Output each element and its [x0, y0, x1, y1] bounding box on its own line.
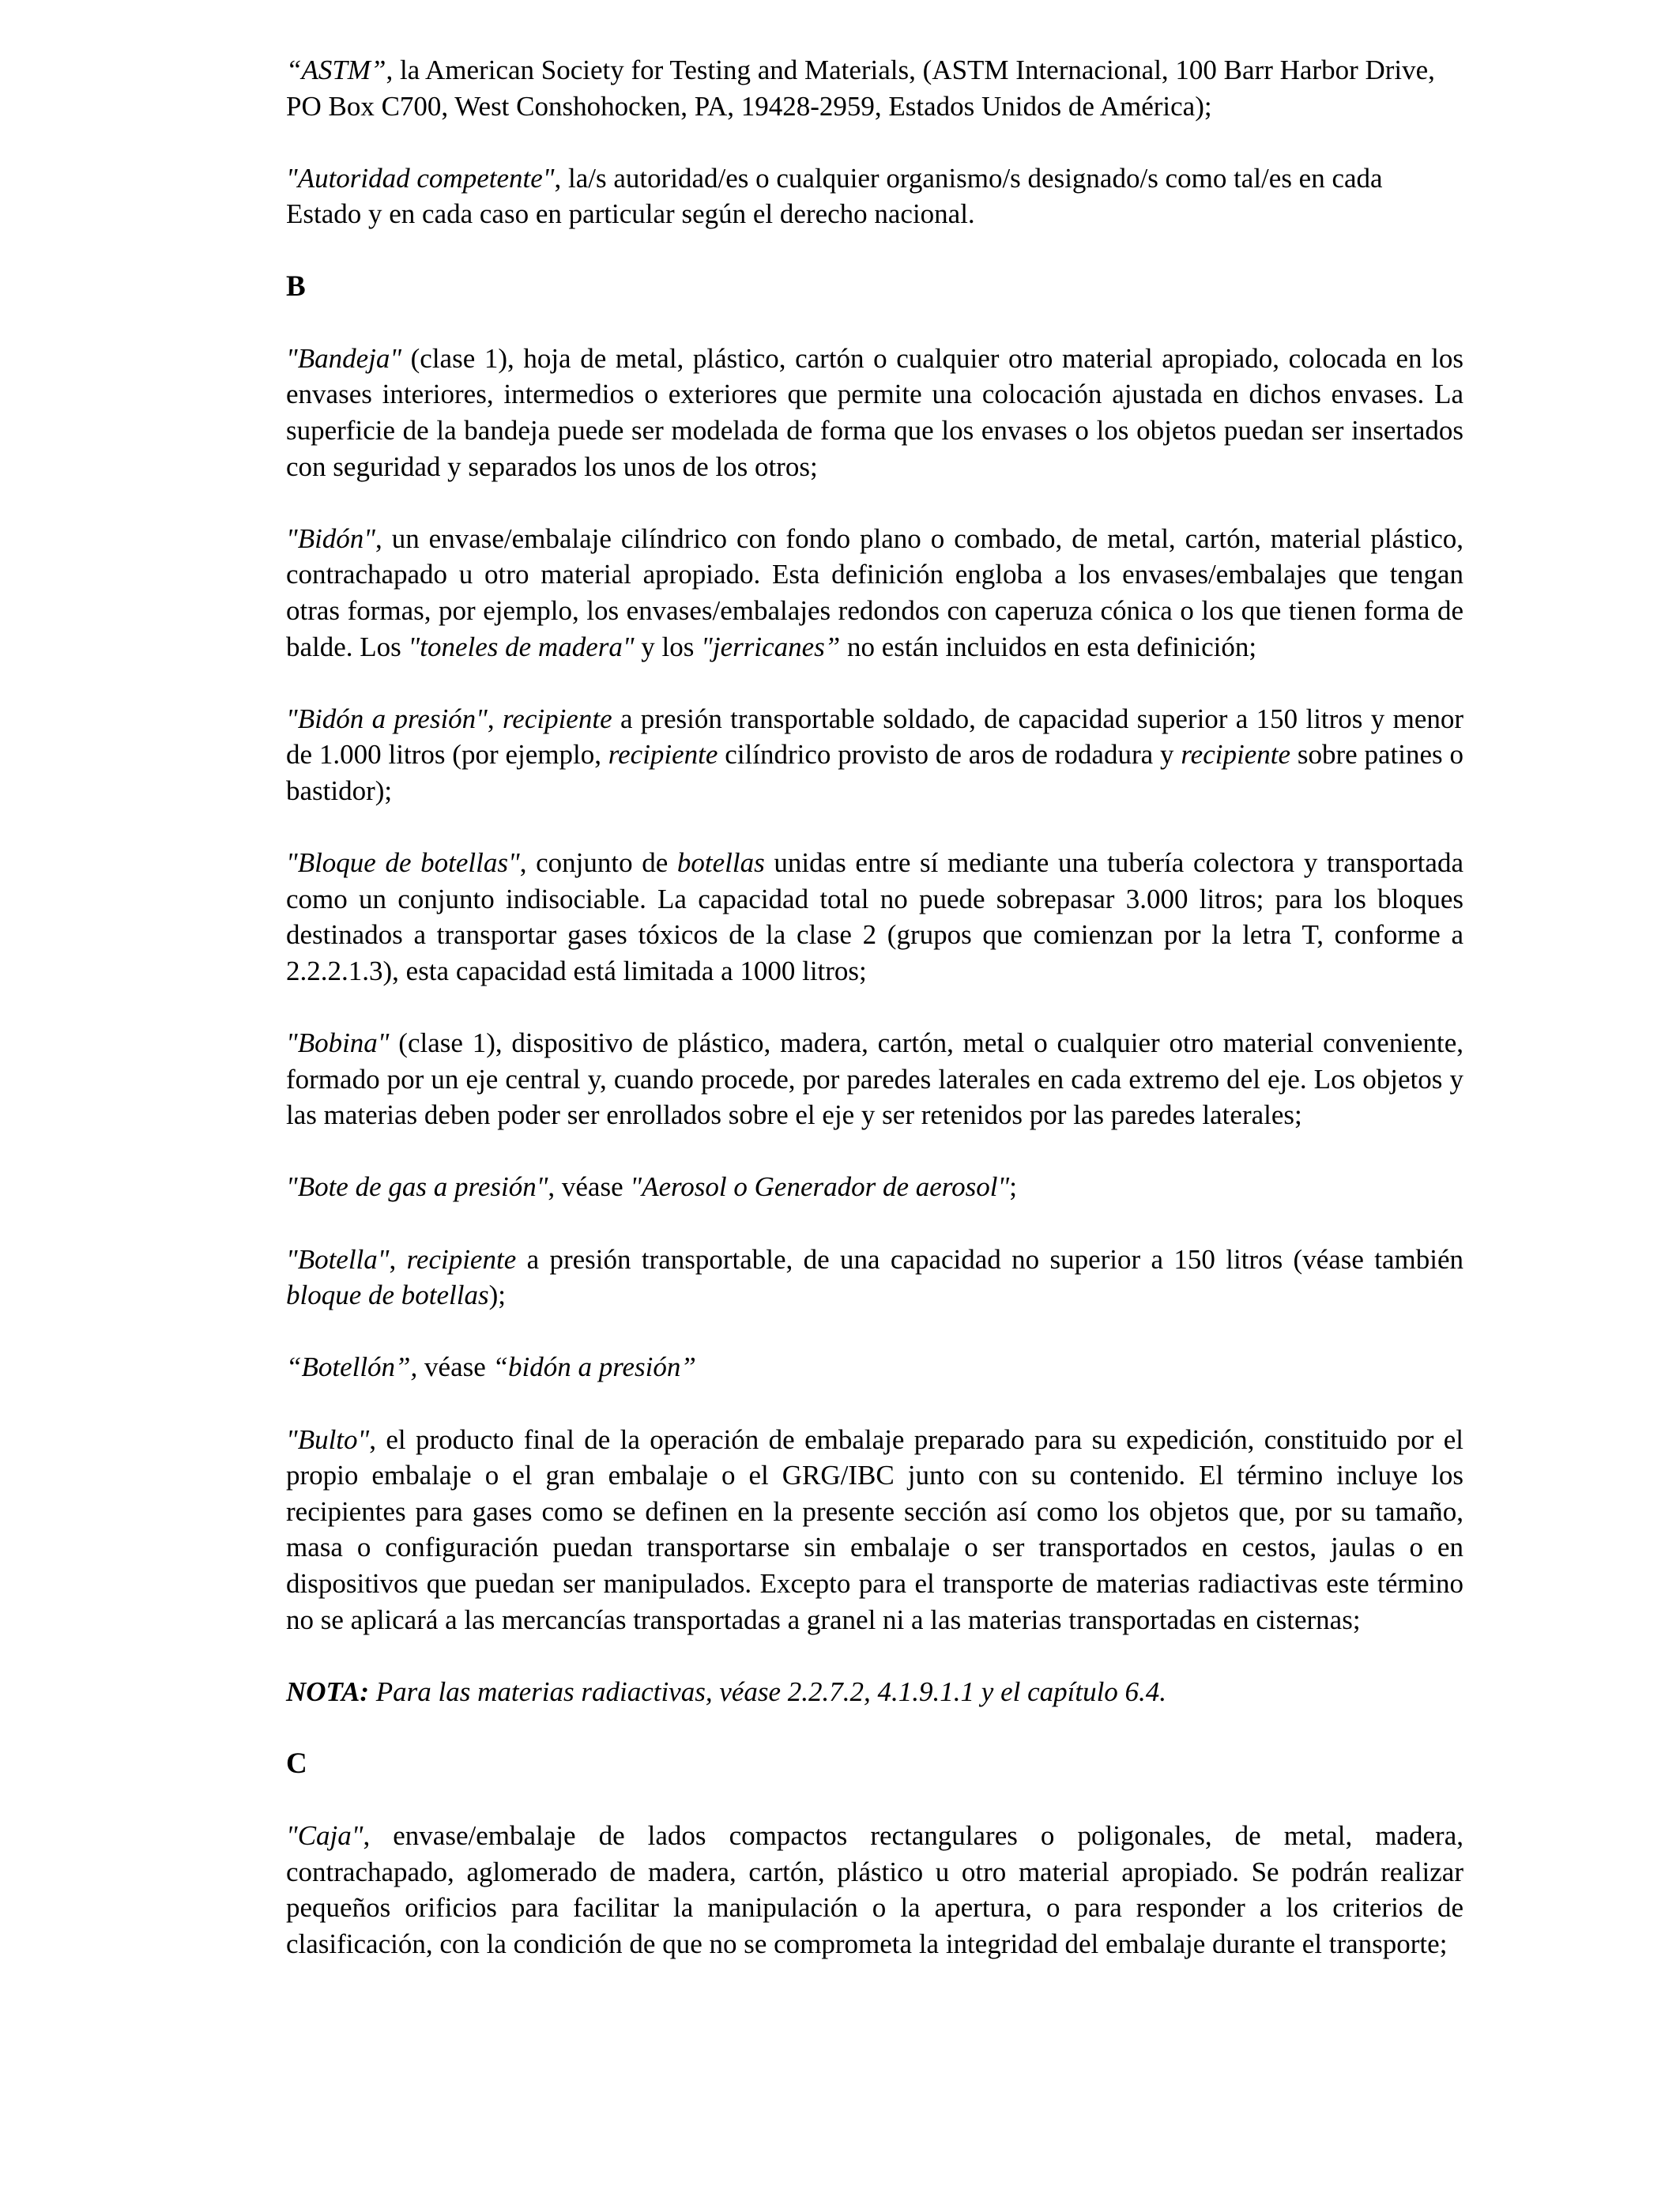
- definition-text: ;: [1009, 1171, 1017, 1203]
- definition-text: y los: [634, 631, 702, 662]
- italic-reference: “bidón a presión”: [492, 1351, 696, 1383]
- def-astm: [286, 52, 1463, 124]
- def-botellon: [286, 1349, 1463, 1385]
- definition-text: B: [286, 270, 306, 303]
- defined-term: "Bloque de botellas": [286, 847, 520, 879]
- def-bandeja: [286, 341, 1463, 484]
- note-label: NOTA:: [286, 1676, 369, 1707]
- definition-text: (clase 1), hoja de metal, plástico, cartón o cualquier otro material apropiado, colocada en los envases interiores, intermedios o exteriores que permite una colocación ajustada en dichos envases. La superficie de la bandeja puede ser modelada de forma que los envases o los objetos puedan ser insertados con seguridad y separados los unos de los otros;: [286, 342, 1463, 482]
- def-caja: [286, 1818, 1463, 1962]
- def-bidon-a-presion: [286, 701, 1463, 809]
- definition-text: , conjunto de: [519, 847, 677, 879]
- definition-text: C: [286, 1747, 307, 1780]
- definition-text: a presión transportable, de una capacidad no superior a 150 litros (véase también: [516, 1243, 1464, 1275]
- defined-term: "Bulto": [286, 1423, 370, 1455]
- definition-text: unidas entre sí mediante una tubería colectora y transportada como un conjunto indisociable. La capacidad total no puede sobrepasar 3.000 litros; para los bloques destinados a transportar gases tóxicos de la clase 2 (grupos que comienzan por la letra T, conforme a 2.2.2.1.3), esta capacidad está limitada a 1000 litros;: [286, 847, 1463, 986]
- def-bidon: [286, 521, 1463, 665]
- definition-text: , la/s autoridad/es o cualquier organismo/s designado/s como tal/es en cada Estado y en cada caso en particular según el derecho nacional.: [286, 162, 1383, 230]
- section-letter-c: [286, 1746, 1463, 1782]
- definition-text: véase: [417, 1351, 493, 1383]
- definition-text: ,: [389, 1243, 407, 1275]
- definition-text: Para las materias radiactivas, véase 2.2.7.2, 4.1.9.1.1 y el capítulo 6.4.: [369, 1676, 1167, 1707]
- defined-term: “Botellón”,: [286, 1351, 418, 1383]
- definition-text: no están incluidos en esta definición;: [840, 631, 1257, 662]
- defined-term: "Bidón": [286, 522, 375, 554]
- def-bote-de-gas-a-presion: [286, 1169, 1463, 1205]
- document-page: [286, 52, 1463, 1998]
- definition-text: ,: [487, 703, 503, 734]
- definition-text: , la American Society for Testing and Materials, (ASTM Internacional, 100 Barr Harbor Drive, PO Box C700, West Conshohocken, PA, 19428-2959, Estados Unidos de América);: [286, 55, 1435, 122]
- defined-term: "Caja": [286, 1820, 363, 1852]
- italic-reference: "toneles de madera": [408, 631, 635, 662]
- italic-reference: "jerricanes”: [701, 631, 841, 662]
- italic-reference: "Aerosol o Generador de aerosol": [630, 1171, 1010, 1203]
- definition-text: , véase: [548, 1171, 631, 1203]
- italic-reference: botellas: [676, 847, 765, 879]
- def-bobina: [286, 1025, 1463, 1133]
- def-autoridad-competente: [286, 160, 1463, 232]
- defined-term: “ASTM”: [286, 55, 386, 85]
- note-materias-radiactivas: [286, 1674, 1463, 1710]
- defined-term: "Botella": [286, 1243, 390, 1275]
- definition-text: sobre patines o bastidor);: [286, 739, 1464, 806]
- definition-text: a presión transportable soldado, de capacidad superior a 150 litros y menor de 1.000 litros (por ejemplo,: [286, 703, 1464, 771]
- italic-reference: recipiente: [406, 1243, 517, 1275]
- defined-term: "Bote de gas a presión": [286, 1171, 548, 1203]
- italic-reference: recipiente: [608, 739, 718, 771]
- def-bloque-de-botellas: [286, 845, 1463, 989]
- italic-reference: recipiente: [1181, 739, 1290, 771]
- definition-text: cilíndrico provisto de aros de rodadura y: [718, 739, 1181, 771]
- definition-text: , un envase/embalaje cilíndrico con fondo plano o combado, de metal, cartón, material plástico, contrachapado u otro material apropiado. Esta definición engloba a los envases/embalajes que tengan otras formas, por ejemplo, los envases/embalajes redondos con caperuza cónica o los que tienen forma de balde. Los: [286, 522, 1463, 662]
- section-letter-b: [286, 269, 1463, 305]
- def-botella: [286, 1242, 1463, 1314]
- italic-reference: bloque de botellas: [286, 1280, 489, 1311]
- definition-text: (clase 1), dispositivo de plástico, madera, cartón, metal o cualquier otro material conveniente, formado por un eje central y, cuando procede, por paredes laterales en cada extremo del eje. Los objetos y las materias deben poder ser enrollados sobre el eje y ser retenidos por las paredes laterales;: [286, 1027, 1463, 1131]
- definition-text: , el producto final de la operación de embalaje preparado para su expedición, constituido por el propio embalaje o el gran embalaje o el GRG/IBC junto con su contenido. El término incluye los recipientes para gases como se definen en la presente sección así como los objetos que, por su tamaño, masa o configuración puedan transportarse sin embalaje o ser transportados en cestos, jaulas o en dispositivos que puedan ser manipulados. Excepto para el transporte de materias radiactivas este término no se aplicará a las mercancías transportadas a granel ni a las materias transportadas en cisternas;: [286, 1423, 1463, 1635]
- defined-term: "Autoridad competente": [286, 162, 555, 194]
- defined-term: "Bobina": [286, 1027, 390, 1059]
- definition-text: );: [488, 1280, 507, 1311]
- defined-term: "Bidón a presión": [286, 703, 488, 734]
- italic-reference: recipiente: [502, 703, 612, 734]
- defined-term: "Bandeja": [286, 342, 402, 374]
- def-bulto: [286, 1422, 1463, 1638]
- definition-text: , envase/embalaje de lados compactos rectangulares o poligonales, de metal, madera, contrachapado, aglomerado de madera, cartón, plástico u otro material apropiado. Se podrán realizar pequeños orificios para facilitar la manipulación o la apertura, o para responder a los criterios de clasificación, con la condición de que no se comprometa la integridad del embalaje durante el transporte;: [286, 1820, 1463, 1959]
